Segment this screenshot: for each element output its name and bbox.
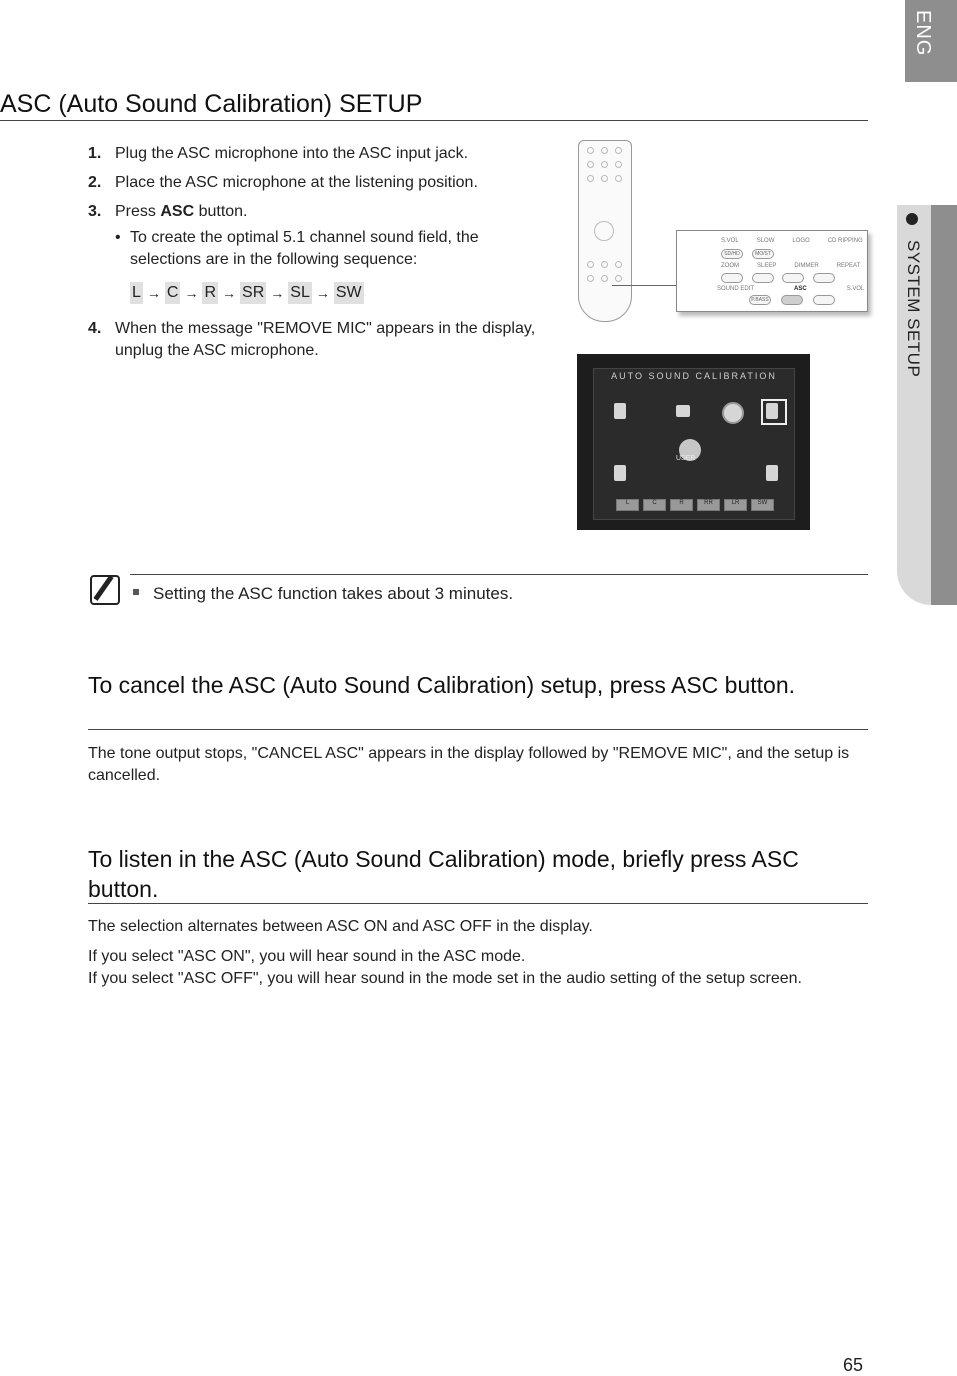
cancel-text: The tone output stops, "CANCEL ASC" appears in the display followed by "REMOVE MIC", and the setup is cancelled. — [88, 745, 850, 784]
note-pencil-icon — [90, 575, 120, 605]
listen-divider — [88, 903, 868, 904]
step-2 — [88, 172, 535, 194]
remote-label-row — [721, 263, 860, 269]
language-label: ENG — [912, 10, 934, 57]
remote-label: LOGO — [792, 238, 810, 244]
remote-button-icon — [615, 161, 622, 168]
language-tab — [905, 0, 957, 82]
remote-button-icon — [615, 261, 622, 268]
remote-button-icon — [615, 147, 622, 154]
listen-text-1: The selection alternates between ASC ON and ASC OFF in the display. — [88, 918, 593, 935]
channel-cell: LR — [724, 499, 747, 511]
step-3 — [88, 201, 535, 304]
note-text: Setting the ASC function takes about 3 minutes. — [153, 584, 514, 603]
remote-label: SOUND EDIT — [717, 286, 755, 292]
asc-label: ASC — [794, 286, 807, 292]
channel-sequence — [130, 282, 535, 304]
speaker-sl-icon — [614, 465, 626, 481]
section-label: SYSTEM SETUP — [904, 240, 923, 378]
step-text: Place the ASC microphone at the listening position. — [115, 174, 478, 191]
step-1 — [88, 143, 535, 165]
p-bass-button: P.BASS — [749, 295, 771, 305]
remote-button-icon — [587, 175, 594, 182]
step-4 — [88, 318, 560, 362]
page-title: ASC (Auto Sound Calibration) SETUP — [0, 90, 423, 118]
listen-text-2 — [88, 946, 868, 990]
selection-highlight — [761, 399, 787, 425]
arrow-icon: → — [270, 285, 285, 301]
calibration-screen-illustration — [577, 354, 810, 530]
arrow-icon: → — [184, 285, 199, 301]
remote-button-icon — [782, 273, 804, 283]
screen-title: AUTO SOUND CALIBRATION — [611, 371, 777, 381]
remote-button-icon — [601, 175, 608, 182]
step-3-bullet: • To create the optimal 5.1 channel sound field, the selections are in the following sequence: — [115, 227, 510, 271]
remote-label-row — [717, 286, 864, 292]
remote-button-icon — [601, 147, 608, 154]
speaker-c-icon — [676, 405, 690, 417]
note-bullet-icon — [133, 589, 139, 595]
note-divider — [130, 574, 868, 575]
steps-list — [88, 143, 560, 362]
seq-item: SR — [240, 282, 266, 304]
step-number: 1. — [88, 145, 102, 162]
remote-label: ZOOM — [721, 263, 739, 269]
step-text: Plug the ASC microphone into the ASC input jack. — [115, 145, 469, 162]
channel-cell: L — [616, 499, 639, 511]
seq-item: SL — [288, 282, 312, 304]
step-number: 2. — [88, 174, 102, 191]
remote-label: DIMMER — [794, 263, 819, 269]
remote-dpad-icon — [594, 221, 614, 241]
step-text-pre: Press — [115, 203, 161, 220]
remote-control-illustration — [578, 140, 632, 322]
remote-button-icon — [813, 273, 835, 283]
remote-button-icon — [601, 261, 608, 268]
remote-label: S.VOL — [721, 238, 739, 244]
mo-st-button: MO/ST — [752, 249, 774, 259]
channel-bar — [616, 499, 774, 511]
subwoofer-icon — [722, 402, 744, 424]
section-bullet-icon — [906, 213, 918, 225]
section-tab-strip — [931, 205, 957, 605]
cancel-divider — [88, 729, 868, 730]
listen-line: If you select "ASC ON", you will hear sound in the ASC mode. — [88, 948, 526, 965]
remote-button-icon — [615, 175, 622, 182]
remote-label: CD RIPPING — [827, 238, 863, 244]
page-number: 65 — [843, 1355, 864, 1375]
step-number: 3. — [88, 203, 102, 220]
arrow-icon: → — [222, 285, 237, 301]
remote-label: SLOW — [756, 238, 775, 244]
remote-button-icon — [587, 261, 594, 268]
step-text-bold: ASC — [160, 203, 195, 220]
arrow-icon: → — [315, 285, 330, 301]
title-divider — [0, 120, 868, 121]
listen-heading: To listen in the ASC (Auto Sound Calibration) mode, briefly press ASC button. — [88, 846, 799, 902]
remote-button-icon — [721, 273, 743, 283]
step-text-post: button. — [194, 203, 248, 220]
channel-cell: C — [643, 499, 666, 511]
channel-cell: RR — [697, 499, 720, 511]
sd-hd-button: SD/HD — [721, 249, 743, 259]
remote-label: S.VOL — [846, 286, 865, 292]
seq-item: C — [165, 282, 181, 304]
remote-button-icon — [587, 275, 594, 282]
remote-label-row — [721, 238, 863, 244]
step-number: 4. — [88, 320, 102, 337]
seq-item: L — [130, 282, 143, 304]
remote-button-icon — [601, 161, 608, 168]
speaker-l-icon — [614, 403, 626, 419]
remote-label: SLEEP — [757, 263, 777, 269]
screen-panel — [593, 368, 795, 520]
remote-label: REPEAT — [836, 263, 861, 269]
speaker-sr-icon — [766, 465, 778, 481]
asc-button — [781, 295, 803, 305]
channel-cell: SW — [751, 499, 774, 511]
remote-button-icon — [752, 273, 774, 283]
arrow-icon: → — [146, 285, 161, 301]
seq-item: SW — [334, 282, 364, 304]
remote-button-icon — [587, 147, 594, 154]
remote-button-icon — [813, 295, 835, 305]
user-label: USER — [676, 455, 696, 462]
channel-cell: R — [670, 499, 693, 511]
listen-line: If you select "ASC OFF", you will hear sound in the mode set in the audio setting of the setup screen. — [88, 970, 802, 987]
remote-zoom-callout — [676, 230, 868, 312]
remote-button-icon — [601, 275, 608, 282]
seq-item: R — [202, 282, 218, 304]
cancel-heading: To cancel the ASC (Auto Sound Calibration) setup, press ASC button. — [88, 672, 796, 698]
step-text: When the message "REMOVE MIC" appears in the display, unplug the ASC microphone. — [115, 320, 536, 359]
remote-button-icon — [587, 161, 594, 168]
remote-button-icon — [615, 275, 622, 282]
